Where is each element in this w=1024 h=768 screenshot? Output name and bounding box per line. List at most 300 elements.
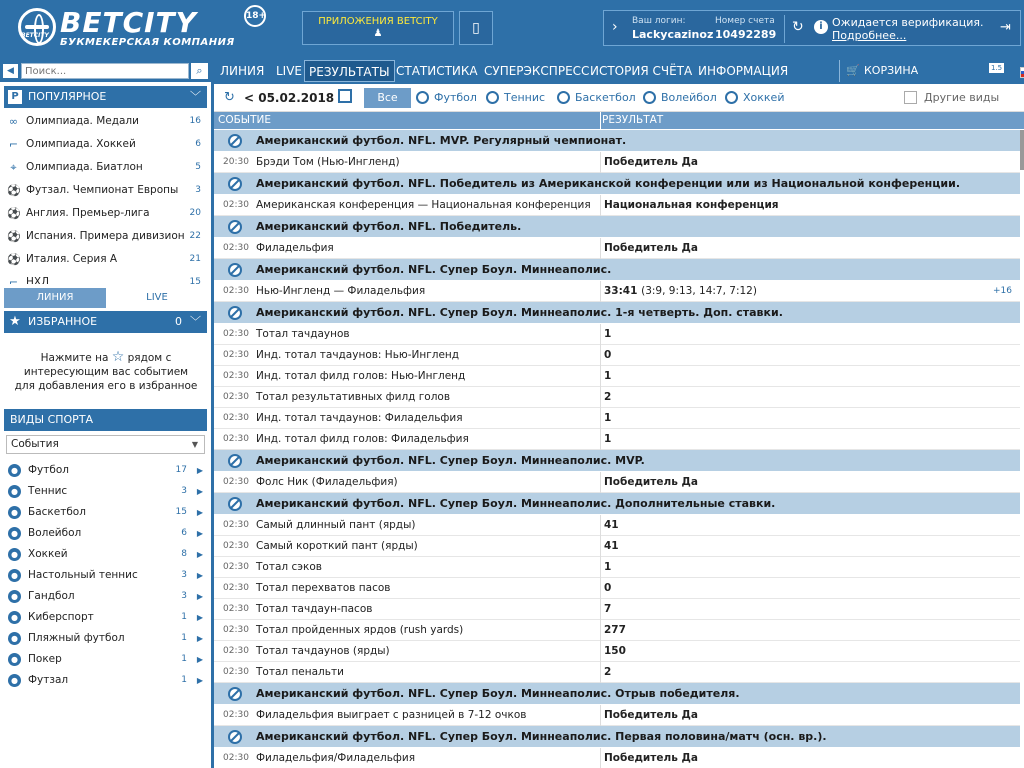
divider	[600, 515, 601, 536]
sidebar-item-count: 1	[181, 675, 187, 685]
american-football-icon	[228, 177, 242, 191]
event-time: 02:30	[223, 625, 249, 635]
event-result	[604, 662, 611, 683]
cart-button[interactable]	[839, 60, 1024, 82]
sidebar-item-count: 3	[195, 185, 201, 195]
group-title: Американский футбол. NFL. Супер Боул. Миннеаполис. 1-я четверть. Доп. ставки.	[256, 306, 783, 319]
sidebar-item-count: 1	[181, 612, 187, 622]
sport-ball-icon: ●	[8, 485, 21, 498]
favorites-hint-after: рядом с интересующим вас событием для добавления его в избранное	[14, 352, 198, 392]
sidebar-item-sport[interactable]	[4, 649, 207, 670]
sidebar-item-label: Пляжный футбол	[28, 632, 125, 644]
sidebar-item-count: 16	[189, 116, 201, 126]
event-name: Самый короткий пант (ярды)	[256, 540, 418, 552]
sidebar-item-label: Гандбол	[28, 590, 75, 602]
cart-icon: 🛒	[846, 64, 860, 77]
divider	[600, 748, 601, 768]
favorites-count: 0	[175, 315, 182, 328]
other-sports-label: Другие виды	[924, 91, 1000, 104]
sidebar-item-label: Футзал	[28, 674, 69, 686]
chevron-right-icon: ▶	[196, 529, 203, 538]
event-time: 02:30	[223, 200, 249, 210]
table-row[interactable]	[214, 408, 1020, 429]
group-title: Американский футбол. NFL. Победитель.	[256, 220, 522, 233]
group-row[interactable]	[214, 683, 1020, 705]
sports-header: ВИДЫ СПОРТА	[4, 409, 207, 431]
date-selector[interactable]: < 05.02.2018	[244, 91, 335, 105]
divider	[600, 641, 601, 662]
phone-icon: ▯	[472, 20, 480, 36]
chevron-right-icon: ▶	[196, 466, 203, 475]
apps-button[interactable]	[302, 11, 454, 45]
event-time: 02:30	[223, 604, 249, 614]
betcity-logo[interactable]	[18, 6, 267, 48]
event-time: 02:30	[223, 434, 249, 444]
chevron-right-icon: ▶	[196, 571, 203, 580]
result-value: 33:41	[604, 285, 638, 297]
hockey-stick-icon: ⌐	[8, 138, 19, 151]
filter-sport-label: Футбол	[434, 91, 477, 104]
search-bar	[0, 60, 211, 82]
table-row[interactable]	[214, 557, 1020, 578]
events-select[interactable]	[6, 435, 205, 454]
group-row[interactable]	[214, 493, 1020, 515]
event-result	[604, 408, 611, 429]
divider	[600, 536, 601, 557]
nav-item[interactable]: ЛИНИЯ	[220, 64, 265, 78]
sidebar-item-count: 3	[181, 570, 187, 580]
group-row[interactable]	[214, 130, 1020, 152]
event-result	[604, 557, 611, 578]
divider	[600, 324, 601, 345]
sidebar-item-sport[interactable]	[4, 481, 207, 502]
sidebar-item-count: 22	[189, 231, 201, 241]
mobile-version-button[interactable]	[459, 11, 493, 45]
sidebar-item-count: 1	[181, 633, 187, 643]
sidebar-item-count: 20	[189, 208, 201, 218]
event-time: 02:30	[223, 371, 249, 381]
site-header	[0, 0, 1024, 58]
table-row[interactable]	[214, 152, 1020, 173]
filter-sport-button[interactable]	[557, 84, 636, 112]
table-row[interactable]	[214, 641, 1020, 662]
event-result	[604, 705, 698, 726]
sidebar-item-popular[interactable]	[4, 110, 207, 133]
group-row[interactable]	[214, 259, 1020, 281]
event-time: 02:30	[223, 541, 249, 551]
sport-ball-icon: ●	[8, 611, 21, 624]
main-nav	[214, 60, 1024, 82]
table-row[interactable]	[214, 578, 1020, 599]
event-name: Тотал тачдаунов (ярды)	[256, 645, 390, 657]
favorites-hint-before: Нажмите на	[40, 352, 109, 364]
checkbox-icon[interactable]	[904, 91, 917, 104]
result-value: Победитель Да	[604, 476, 698, 488]
table-row[interactable]	[214, 366, 1020, 387]
event-time: 02:30	[223, 667, 249, 677]
result-value: 0	[604, 582, 612, 594]
result-detail: (3:9, 9:13, 14:7, 7:12)	[641, 285, 757, 297]
chevron-right-icon: ▶	[196, 550, 203, 559]
event-time: 02:30	[223, 392, 249, 402]
sidebar-item-count: 5	[195, 162, 201, 172]
event-name: Филадельфия выиграет с разницей в 7-12 очков	[256, 709, 527, 721]
table-row[interactable]	[214, 281, 1020, 302]
event-time: 02:30	[223, 583, 249, 593]
filter-sport-button[interactable]	[643, 84, 717, 112]
event-result	[604, 578, 611, 599]
result-value: 1	[604, 561, 612, 573]
american-football-icon	[228, 730, 242, 744]
info-badge: 1.5	[991, 64, 1003, 72]
verification-status: Ожидается верификация.	[832, 16, 984, 29]
divider	[600, 662, 601, 683]
group-title: Американский футбол. NFL. Супер Боул. Миннеаполис.	[256, 263, 612, 276]
event-name: Фолс Ник (Филадельфия)	[256, 476, 398, 488]
nav-item[interactable]: СТАТИСТИКА	[396, 64, 478, 78]
result-value: 7	[604, 603, 612, 615]
divider	[600, 557, 601, 578]
login-label: Ваш логин:	[632, 16, 686, 26]
table-row[interactable]	[214, 705, 1020, 726]
event-result	[604, 152, 698, 173]
divider	[600, 578, 601, 599]
chevron-right-icon: ▶	[196, 634, 203, 643]
result-value: Победитель Да	[604, 242, 698, 254]
event-time: 02:30	[223, 350, 249, 360]
info-icon: i	[814, 20, 828, 34]
divider	[600, 620, 601, 641]
result-value: 1	[604, 370, 612, 382]
sidebar-item-popular[interactable]	[4, 179, 207, 202]
result-value: 0	[604, 349, 612, 361]
line-live-tabs	[4, 288, 207, 308]
event-result	[604, 195, 779, 216]
sport-ball-icon: ●	[8, 590, 21, 603]
age-restriction-badge: 18+	[244, 5, 266, 27]
table-row[interactable]	[214, 662, 1020, 683]
table-row[interactable]	[214, 536, 1020, 557]
table-row[interactable]	[214, 620, 1020, 641]
hockey-stick-icon: ⌐	[8, 276, 19, 284]
chevron-right-icon: ▶	[196, 487, 203, 496]
table-row[interactable]	[214, 195, 1020, 216]
event-name: Нью-Ингленд — Филадельфия	[256, 285, 426, 297]
event-time: 02:30	[223, 646, 249, 656]
logo-mini-text: BETCITY	[21, 32, 49, 39]
event-name: Тотал пройденных ярдов (rush yards)	[256, 624, 464, 636]
sidebar-item-popular[interactable]	[4, 156, 207, 179]
biathlon-icon: ⌖	[10, 161, 17, 174]
event-name: Тотал сэков	[256, 561, 322, 573]
group-title: Американский футбол. NFL. Супер Боул. Миннеаполис. Первая половина/матч (осн. вр.).	[256, 730, 827, 743]
divider	[600, 408, 601, 429]
result-value: Национальная конференция	[604, 199, 779, 211]
nav-item[interactable]: СУПЕРЭКСПРЕСС	[484, 64, 590, 78]
sidebar-item-count: 3	[181, 486, 187, 496]
nav-item[interactable]: ИНФОРМАЦИЯ	[698, 64, 789, 78]
filter-all-button[interactable]: Все	[364, 88, 411, 108]
sidebar-item-label: Покер	[28, 653, 62, 665]
globe-logo-icon	[18, 8, 56, 46]
result-value: 1	[604, 328, 612, 340]
event-time: 02:30	[223, 329, 249, 339]
sport-ball-icon	[725, 91, 738, 104]
sport-ball-icon: ●	[8, 569, 21, 582]
chevron-right-icon[interactable]: ›	[612, 19, 618, 35]
sidebar-item-label: Италия. Серия А	[26, 253, 118, 265]
group-title: Американский футбол. NFL. Супер Боул. Миннеаполис. MVP.	[256, 454, 645, 467]
event-result	[604, 515, 619, 536]
divider	[600, 238, 601, 259]
back-arrow-icon[interactable]: ◀	[3, 64, 18, 78]
favorites-header[interactable]	[4, 311, 207, 333]
sidebar-item-label: Волейбол	[28, 527, 82, 539]
sports-list	[4, 460, 207, 691]
popular-title: ПОПУЛЯРНОЕ	[28, 90, 107, 103]
divider	[600, 112, 601, 129]
chevron-right-icon: ▶	[196, 592, 203, 601]
divider	[784, 15, 785, 43]
divider	[600, 281, 601, 302]
filter-sport-label: Баскетбол	[575, 91, 636, 104]
sidebar-item-popular[interactable]	[4, 225, 207, 248]
logo-subtitle: БУКМЕКЕРСКАЯ КОМПАНИЯ	[60, 37, 235, 48]
event-name: Самый длинный пант (ярды)	[256, 519, 416, 531]
sidebar-item-sport[interactable]	[4, 607, 207, 628]
sidebar-item-popular[interactable]	[4, 248, 207, 271]
sidebar-item-count: 8	[181, 549, 187, 559]
details-link[interactable]: Подробнее...	[832, 29, 907, 42]
table-row[interactable]	[214, 324, 1020, 345]
result-value: 41	[604, 519, 619, 531]
sport-ball-icon	[416, 91, 429, 104]
table-row[interactable]	[214, 472, 1020, 493]
sidebar-item-label: Баскетбол	[28, 506, 86, 518]
sidebar-item-label: Олимпиада. Биатлон	[26, 161, 143, 173]
sidebar-item-popular[interactable]	[4, 271, 207, 284]
chevron-down-icon[interactable]: ﹀	[190, 90, 201, 103]
sport-ball-icon	[557, 91, 570, 104]
event-name: Тотал перехватов пасов	[256, 582, 391, 594]
event-result	[604, 345, 611, 366]
event-result	[604, 324, 611, 345]
sidebar-item-count: 21	[189, 254, 201, 264]
divider	[600, 195, 601, 216]
divider	[600, 472, 601, 493]
sidebar-item-popular[interactable]	[4, 133, 207, 156]
nav-item[interactable]: ИСТОРИЯ СЧЁТА	[590, 64, 693, 78]
favorites-hint	[14, 350, 198, 393]
american-football-icon	[228, 220, 242, 234]
sport-ball-icon: ●	[8, 506, 21, 519]
sidebar-item-sport[interactable]	[4, 502, 207, 523]
sidebar-item-count: 15	[175, 507, 187, 517]
filter-sport-button[interactable]	[416, 84, 477, 112]
event-name: Тотал тачдаун-пасов	[256, 603, 373, 615]
popular-header[interactable]	[4, 86, 207, 108]
event-result	[604, 620, 626, 641]
chevron-right-icon: ▶	[196, 676, 203, 685]
logout-icon[interactable]: ⇥	[1000, 20, 1011, 35]
result-value: 1	[604, 433, 612, 445]
calendar-icon[interactable]	[338, 89, 352, 103]
more-results-link[interactable]: +16	[993, 286, 1012, 296]
sport-ball-icon: ●	[8, 653, 21, 666]
group-title: Американский футбол. NFL. MVP. Регулярный чемпионат.	[256, 134, 627, 147]
sidebar-item-label: НХЛ	[26, 276, 49, 284]
sport-ball-icon: ●	[8, 464, 21, 477]
tab-line[interactable]: ЛИНИЯ	[4, 288, 106, 308]
nav-item[interactable]: LIVE	[276, 64, 303, 78]
group-row[interactable]	[214, 173, 1020, 195]
star-outline-icon: ☆	[111, 349, 125, 365]
table-row[interactable]	[214, 345, 1020, 366]
event-result	[604, 281, 757, 302]
sidebar-item-label: Олимпиада. Медали	[26, 115, 139, 127]
table-row[interactable]	[214, 429, 1020, 450]
event-result	[604, 472, 698, 493]
group-title: Американский футбол. NFL. Супер Боул. Миннеаполис. Дополнительные ставки.	[256, 497, 776, 510]
event-name: Тотал пенальти	[256, 666, 344, 678]
football-icon: ⚽	[7, 230, 21, 243]
event-name: Инд. тотал тачдаунов: Нью-Ингленд	[256, 349, 460, 361]
sidebar-item-label: Киберспорт	[28, 611, 94, 623]
sport-ball-icon	[643, 91, 656, 104]
nav-item[interactable]: РЕЗУЛЬТАТЫ	[304, 60, 395, 82]
refresh-icon[interactable]: ↻	[792, 19, 804, 35]
american-football-icon	[228, 687, 242, 701]
event-name: Филадельфия/Филадельфия	[256, 752, 416, 764]
result-value: Победитель Да	[604, 156, 698, 168]
american-football-icon	[228, 306, 242, 320]
sidebar-item-sport[interactable]	[4, 523, 207, 544]
chevron-right-icon: ▶	[196, 613, 203, 622]
account-value: 10492289	[715, 28, 777, 41]
divider	[600, 366, 601, 387]
divider	[600, 705, 601, 726]
other-sports-checkbox[interactable]	[904, 84, 999, 112]
divider	[600, 429, 601, 450]
sidebar-item-sport[interactable]	[4, 670, 207, 691]
results-filter	[214, 84, 1024, 112]
table-row[interactable]	[214, 515, 1020, 536]
android-apple-icon: ♟	[373, 28, 383, 39]
event-name: Тотал результативных филд голов	[256, 391, 451, 403]
sport-ball-icon: ●	[8, 527, 21, 540]
sport-ball-icon: ●	[8, 674, 21, 687]
chevron-right-icon: ▶	[196, 508, 203, 517]
sidebar-item-label: Теннис	[28, 485, 68, 497]
chevron-right-icon: ▶	[196, 655, 203, 664]
sidebar-item-sport[interactable]	[4, 460, 207, 481]
event-name: Американская конференция — Национальная конференция	[256, 199, 591, 211]
table-header	[214, 112, 1024, 129]
result-value: Победитель Да	[604, 752, 698, 764]
login-value: Lackycazinoz	[632, 28, 714, 41]
sidebar-item-sport[interactable]	[4, 586, 207, 607]
result-value: 41	[604, 540, 619, 552]
logo-name: BETCITY	[60, 6, 197, 39]
group-row[interactable]	[214, 450, 1020, 472]
sidebar-item-count: 6	[195, 139, 201, 149]
event-name: Инд. тотал тачдаунов: Филадельфия	[256, 412, 463, 424]
filter-sport-button[interactable]	[725, 84, 784, 112]
filter-sport-button[interactable]	[486, 84, 545, 112]
filter-sport-label: Хоккей	[743, 91, 785, 104]
result-value: 1	[604, 412, 612, 424]
dropdown-arrow-icon: ▼	[191, 440, 198, 449]
scrollbar[interactable]	[1020, 130, 1024, 170]
sidebar-item-sport[interactable]	[4, 565, 207, 586]
sidebar-item-count: 1	[181, 654, 187, 664]
event-time: 02:30	[223, 710, 249, 720]
sidebar-item-count: 15	[189, 277, 201, 284]
events-select-value: События	[11, 438, 59, 450]
sidebar-item-label: Хоккей	[28, 548, 68, 560]
sidebar-item-sport[interactable]	[4, 544, 207, 565]
table-row[interactable]	[214, 238, 1020, 259]
event-result	[604, 238, 698, 259]
event-name: Филадельфия	[256, 242, 334, 254]
search-icon[interactable]: ⌕	[191, 63, 208, 79]
chevron-down-icon[interactable]: ﹀	[190, 315, 201, 328]
event-result	[604, 366, 611, 387]
american-football-icon	[228, 454, 242, 468]
star-icon: ★	[9, 314, 21, 329]
event-time: 02:30	[223, 286, 249, 296]
sidebar-item-sport[interactable]	[4, 628, 207, 649]
sidebar-item-label: Англия. Премьер-лига	[26, 207, 150, 219]
account-panel	[603, 10, 1021, 46]
table-row[interactable]	[214, 748, 1020, 768]
tab-live[interactable]: LIVE	[106, 288, 208, 308]
group-row[interactable]	[214, 726, 1020, 748]
table-row[interactable]	[214, 599, 1020, 620]
group-title: Американский футбол. NFL. Победитель из Американской конференции или из Национальной конференции.	[256, 177, 960, 190]
apps-label: ПРИЛОЖЕНИЯ BETCITY	[318, 16, 438, 27]
event-result	[604, 641, 626, 662]
filter-sport-label: Волейбол	[661, 91, 717, 104]
popular-p-icon: P	[8, 90, 22, 104]
group-title: Американский футбол. NFL. Супер Боул. Миннеаполис. Отрыв победителя.	[256, 687, 740, 700]
event-result	[604, 599, 611, 620]
sidebar-item-count: 17	[175, 465, 187, 475]
refresh-icon[interactable]: ↻	[224, 90, 235, 105]
football-icon: ⚽	[7, 184, 21, 197]
event-time: 20:30	[223, 157, 249, 167]
table-row[interactable]	[214, 387, 1020, 408]
event-name: Тотал тачдаунов	[256, 328, 350, 340]
col-event: СОБЫТИЕ	[218, 114, 271, 126]
event-result	[604, 748, 698, 768]
sidebar-item-popular[interactable]	[4, 202, 207, 225]
sidebar-item-label: Настольный теннис	[28, 569, 138, 581]
football-icon: ⚽	[7, 253, 21, 266]
results-table	[214, 130, 1020, 768]
event-time: 02:30	[223, 243, 249, 253]
divider	[600, 599, 601, 620]
group-row[interactable]	[214, 302, 1020, 324]
event-time: 02:30	[223, 477, 249, 487]
football-icon: ⚽	[7, 207, 21, 220]
sport-ball-icon	[486, 91, 499, 104]
search-input[interactable]	[21, 63, 189, 79]
popular-list	[4, 110, 207, 284]
american-football-icon	[228, 263, 242, 277]
result-value: Победитель Да	[604, 709, 698, 721]
group-row[interactable]	[214, 216, 1020, 238]
